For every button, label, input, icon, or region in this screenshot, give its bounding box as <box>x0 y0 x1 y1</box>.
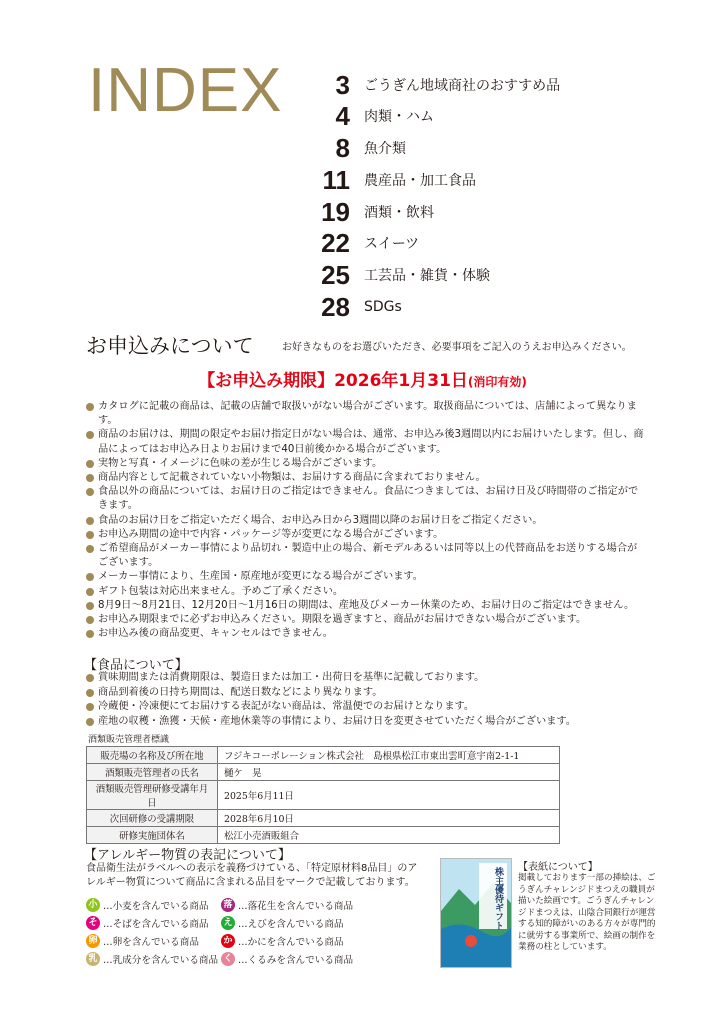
toc-label: ごうぎん地域商社のおすすめ品 <box>364 78 561 94</box>
allergy-label: …そばを含んでいる商品 <box>103 919 209 930</box>
note-item <box>86 400 646 428</box>
bullet-dot-icon <box>86 460 94 468</box>
note-item <box>86 715 646 730</box>
allergy-item <box>86 916 209 930</box>
toc-item[interactable] <box>300 260 490 290</box>
allergy-heading: 【アレルギー物質の表記について】 <box>84 848 291 863</box>
liquor-value: 樋ケ 晃 <box>218 764 560 781</box>
note-item <box>86 599 646 613</box>
note-text: 商品のお届けは、期間の限定やお届け指定日がない場合は、通常、お申込み後3週間以内にお届けいたします。但し、商品によってはお申込み日よりお届けまで40日前後かかる場合がございます。 <box>98 429 644 455</box>
liquor-row <box>87 747 560 764</box>
allergy-item <box>221 916 344 930</box>
liquor-key: 酒類販売管理研修受講年月日 <box>87 781 218 810</box>
liquor-value: 松江小売酒販組合 <box>218 827 560 844</box>
note-text: 賞味期間または消費期限は、製造日または加工・出荷日を基準に記載しております。 <box>98 672 485 683</box>
bullet-dot-icon <box>86 674 94 682</box>
bullet-dot-icon <box>86 602 94 610</box>
toc-page-number: 3 <box>335 69 350 100</box>
note-text: お申込み後の商品変更、キャンセルはできません。 <box>98 628 333 640</box>
bullet-dot-icon <box>86 573 94 581</box>
cover-thumbnail <box>440 858 512 968</box>
bullet-dot-icon <box>86 531 94 539</box>
apply-heading: お申込みについて <box>86 334 254 358</box>
allergy-label: …えびを含んでいる商品 <box>238 919 344 930</box>
food-notes-list <box>86 671 646 729</box>
note-text: 実物と写真・イメージに色味の差が生じる場合がございます。 <box>98 457 383 469</box>
liquor-key: 販売場の名称及び所在地 <box>87 747 218 764</box>
toc-label: 酒類・飲料 <box>364 205 434 221</box>
allergy-label: …落花生を含んでいる商品 <box>238 901 354 912</box>
note-item <box>86 686 646 701</box>
allergy-mark-icon: え <box>221 916 235 930</box>
note-item <box>86 428 646 456</box>
bullet-dot-icon <box>86 718 94 726</box>
note-text: ご希望商品がメーカー事情により品切れ・製造中止の場合、新モデルあるいは同等以上の代替商品をお送りする場合がございます。 <box>98 543 638 569</box>
allergy-item <box>221 952 353 966</box>
allergy-item <box>86 898 209 912</box>
liquor-value: 2025年6月11日 <box>218 781 560 810</box>
liquor-caption: 酒類販売管理者標識 <box>88 735 170 745</box>
note-text: メーカー事情により、生産国・原産地が変更になる場合がございます。 <box>98 571 423 583</box>
note-item <box>86 700 646 715</box>
note-text: お申込み期限までに必ずお申込みください。期限を過ぎますと、商品がお届けできない場合がございます。 <box>98 614 587 626</box>
bullet-dot-icon <box>86 431 94 439</box>
apply-notes-list <box>86 400 646 641</box>
allergy-label: …卵を含んでいる商品 <box>103 937 199 948</box>
toc-item[interactable] <box>300 197 434 227</box>
deadline-note: (消印有効) <box>467 375 527 389</box>
deadline-date: 【お申込み期限】2026年1月31日 <box>198 371 468 391</box>
note-item <box>86 570 646 584</box>
note-item <box>86 627 646 641</box>
note-text: 産地の収穫・漁獲・天候・産地休業等の事情により、お届け日を変更させていただく場合がございます。 <box>98 715 576 727</box>
note-item <box>86 671 646 686</box>
toc-label: 肉類・ハム <box>364 109 434 125</box>
allergy-mark-icon: 卵 <box>86 934 100 948</box>
toc-label: 魚介類 <box>364 141 406 157</box>
allergy-label: …くるみを含んでいる商品 <box>238 955 354 966</box>
allergy-mark-icon: 小 <box>86 898 100 912</box>
note-text: カタログに記載の商品は、記載の店舗で取扱いがない場合がございます。取扱商品については、店舗によって異なります。 <box>98 401 637 427</box>
note-text: ギフト包装は対応出来ません。予めご了承ください。 <box>98 585 344 597</box>
bullet-dot-icon <box>86 703 94 711</box>
allergy-label: …かにを含んでいる商品 <box>238 937 344 948</box>
toc-page-number: 4 <box>335 100 350 131</box>
bullet-dot-icon <box>86 403 94 411</box>
allergy-label: …小麦を含んでいる商品 <box>103 901 209 912</box>
note-item <box>86 585 646 599</box>
toc-label: SDGs <box>364 299 402 315</box>
note-text: 商品内容として記載されていない小物類は、お届けする商品に含まれておりません。 <box>98 472 486 484</box>
allergy-mark-icon: か <box>221 934 235 948</box>
liquor-key: 研修実施団体名 <box>87 827 218 844</box>
liquor-row <box>87 827 560 844</box>
note-text: 食品以外の商品については、お届け日のご指定はできません。食品につきましては、お届け日及び時間帯のご指定ができます。 <box>98 486 639 512</box>
index-title: INDEX <box>88 56 283 125</box>
allergy-description: 食品衛生法がラベルへの表示を義務づけている、「特定原材料8品目」のアレルギー物質について商品に含まれる品目をマークで記載しております。 <box>86 863 418 888</box>
toc-label: 農産品・加工食品 <box>364 173 476 189</box>
liquor-key: 酒類販売管理者の氏名 <box>87 764 218 781</box>
note-item <box>86 542 646 570</box>
toc-page-number: 19 <box>321 196 350 227</box>
bullet-dot-icon <box>86 545 94 553</box>
toc-page-number: 8 <box>335 132 350 163</box>
toc-item[interactable] <box>300 133 406 163</box>
allergy-mark-icon: 落 <box>221 898 235 912</box>
liquor-row <box>87 764 560 781</box>
allergy-mark-icon: 乳 <box>86 952 100 966</box>
toc-page-number: 22 <box>321 227 350 258</box>
toc-item[interactable] <box>300 70 560 100</box>
bullet-dot-icon <box>86 488 94 496</box>
cover-note-text: 掲載しております一部の挿絵は、ごうぎんチャレンジドまつえの職員が描いた絵画です。ごうぎんチャレンジドまつえは、山陰合同銀行が運営する知的障がいのある方々が専門的に就労する事業所で、絵画の制作を業務の柱としています。 <box>518 873 656 952</box>
liquor-row <box>87 781 560 810</box>
bullet-dot-icon <box>86 689 94 697</box>
toc-page-number: 28 <box>321 291 350 322</box>
allergy-item <box>221 898 353 912</box>
toc-label: スイーツ <box>364 236 420 252</box>
note-item <box>86 457 646 471</box>
allergy-item <box>221 934 344 948</box>
allergy-mark-icon: そ <box>86 916 100 930</box>
note-text: 8月9日〜8月21日、12月20日〜1月16日の期間は、産地及びメーカー休業のため、お届け日のご指定はできません。 <box>98 599 635 611</box>
deadline <box>0 366 725 391</box>
note-item <box>86 613 646 627</box>
note-item <box>86 471 646 485</box>
allergy-item <box>86 934 199 948</box>
note-item <box>86 485 646 513</box>
apply-subtext: お好きなものをお選びいただき、必要事項をご記入のうえお申込みください。 <box>282 342 632 353</box>
toc-item[interactable] <box>300 292 402 322</box>
note-text: 冷蔵便・冷凍便にてお届けする表記がない商品は、常温便でのお届けとなります。 <box>98 701 475 712</box>
note-text: お申込み期間の途中で内容・パッケージ等が変更になる場合がございます。 <box>98 528 444 540</box>
allergy-mark-icon: く <box>221 952 235 966</box>
allergy-item <box>86 952 218 966</box>
toc-item[interactable] <box>300 101 434 131</box>
bullet-dot-icon <box>86 517 94 525</box>
bullet-dot-icon <box>86 616 94 624</box>
liquor-row <box>87 810 560 827</box>
food-heading: 【食品について】 <box>84 658 188 673</box>
toc-item[interactable] <box>300 165 476 195</box>
liquor-value: 2028年6月10日 <box>218 810 560 827</box>
toc-label: 工芸品・雑貨・体験 <box>364 268 490 284</box>
toc-page-number: 11 <box>322 164 350 195</box>
cover-book-title: 株主優待ギフト <box>493 867 503 930</box>
liquor-key: 次回研修の受講期限 <box>87 810 218 827</box>
note-text: 食品のお届け日をご指定いただく場合、お申込み日から3週間以降のお届け日をご指定ください。 <box>98 514 543 526</box>
toc-item[interactable] <box>300 228 419 258</box>
note-item <box>86 528 646 542</box>
bullet-dot-icon <box>86 630 94 638</box>
bullet-dot-icon <box>86 474 94 482</box>
liquor-table <box>86 746 560 844</box>
note-item <box>86 514 646 528</box>
bullet-dot-icon <box>86 588 94 596</box>
toc-page-number: 25 <box>321 259 350 290</box>
cover-note-heading: 【表紙について】 <box>518 862 598 873</box>
note-text: 商品到着後の日持ち期間は、配送日数などにより異なります。 <box>98 686 383 698</box>
liquor-value: フジキコーポレーション株式会社 島根県松江市東出雲町意宇南2-1-1 <box>218 747 560 764</box>
allergy-label: …乳成分を含んでいる商品 <box>103 955 219 966</box>
